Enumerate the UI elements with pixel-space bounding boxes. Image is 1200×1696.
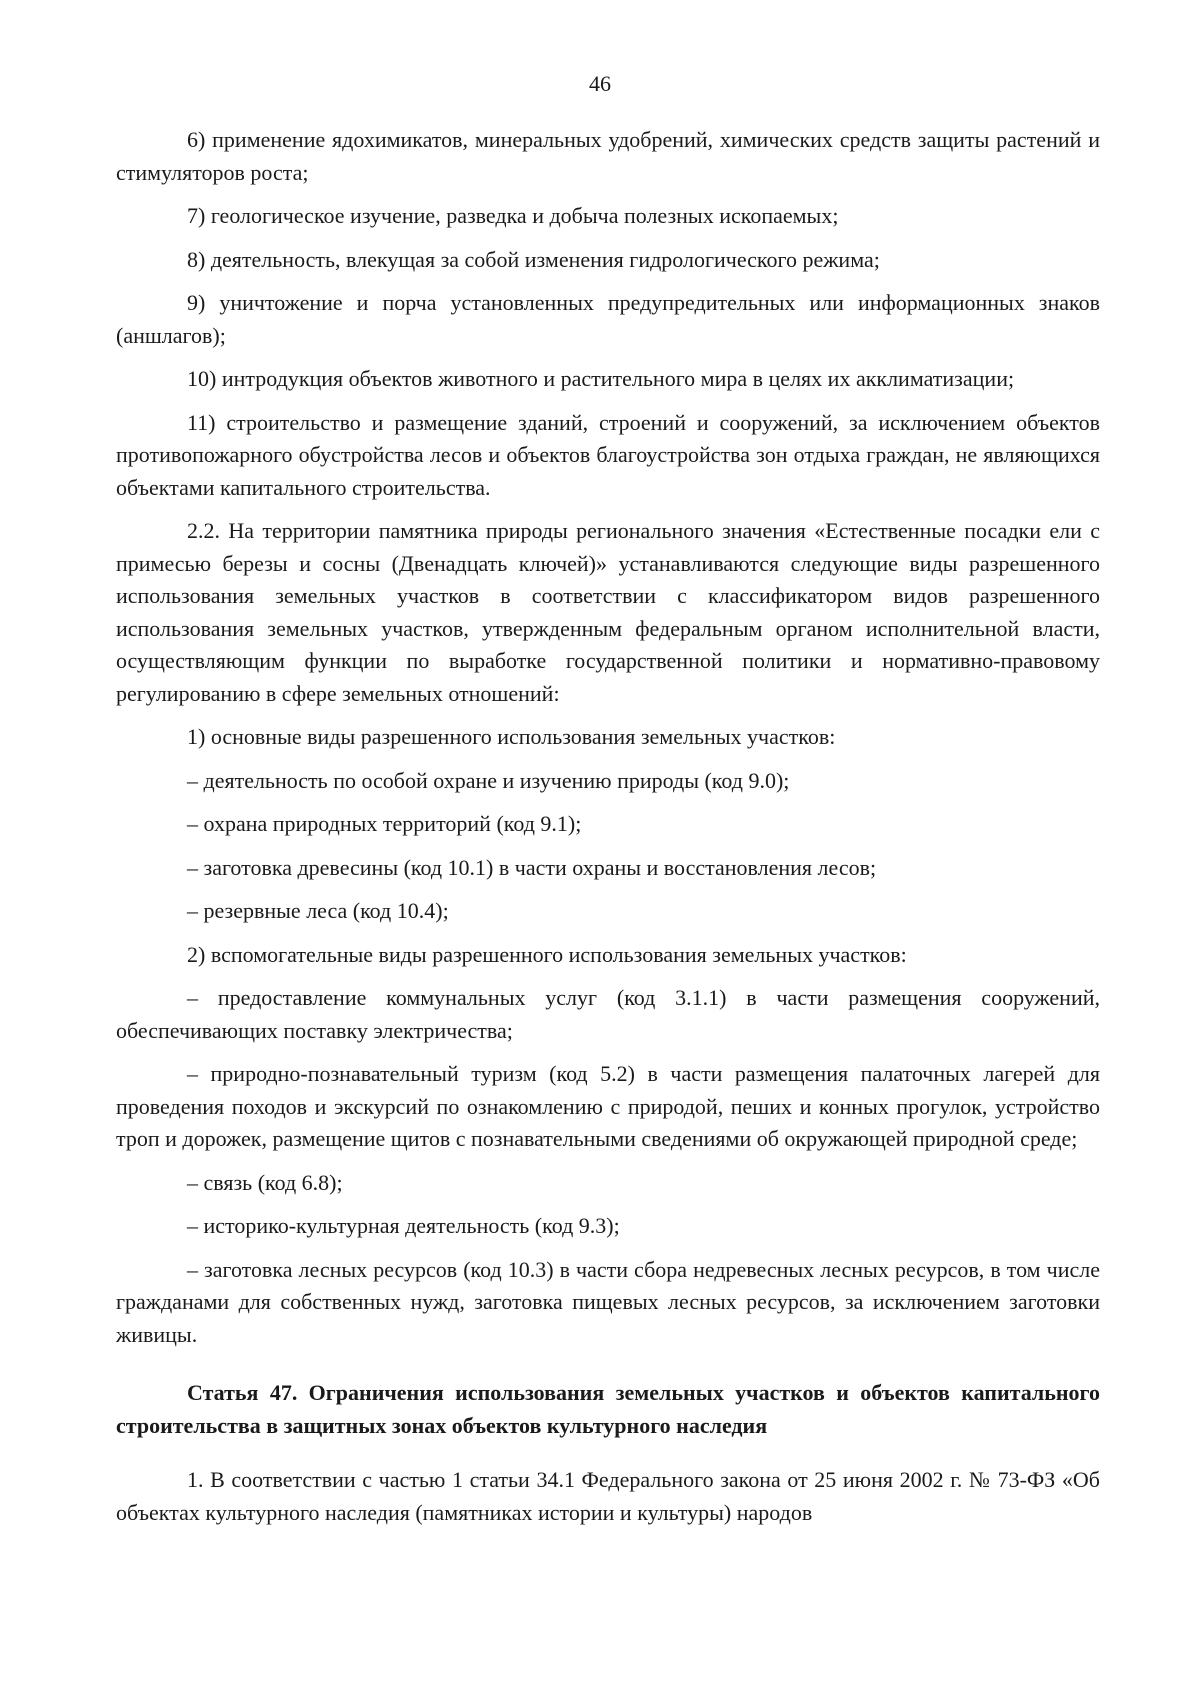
list-item-code-10-4: – резервные леса (код 10.4);: [187, 898, 449, 923]
article-47-heading: Статья 47. Ограничения использования земельных участков и объектов капитального строительства в защитных зонах объектов культурного наследия: [116, 1380, 1100, 1438]
paragraph-item-6: 6) применение ядохимикатов, минеральных удобрений, химических средств защиты растений и стимуляторов роста;: [116, 127, 1100, 185]
paragraph-item-11: 11) строительство и размещение зданий, строений и сооружений, за исключением объектов противопожарного обустройства лесов и объектов благоустройства зон отдыха граждан, не являющихся объектами капитального строительства.: [116, 409, 1100, 500]
paragraph-item-10: 10) интродукция объектов животного и растительного мира в целях их акклиматизации;: [187, 366, 1015, 391]
paragraph-item-8: 8) деятельность, влекущая за собой изменения гидрологического режима;: [187, 246, 880, 272]
list-item-code-10-3: – заготовка лесных ресурсов (код 10.3) в части сбора недревесных лесных ресурсов, в том числе гражданами для собственных нужд, заготовка пищевых лесных ресурсов, за исключением заготовки живицы.: [116, 1256, 1100, 1347]
list-item-code-10-1: – заготовка древесины (код 10.1) в части охраны и восстановления лесов;: [187, 854, 877, 880]
list-item-code-3-1-1: – предоставление коммунальных услуг (код 3.1.1) в части размещения сооружений, обеспечивающих поставку электричества;: [116, 985, 1100, 1043]
page-number: 46: [589, 71, 611, 96]
list-item-code-6-8: – связь (код 6.8);: [187, 1169, 343, 1195]
paragraph-main-uses-heading: 1) основные виды разрешенного использования земельных участков:: [187, 724, 836, 749]
document-body: [116, 124, 1100, 1540]
list-item-code-5-2: – природно-познавательный туризм (код 5.2) в части размещения палаточных лагерей для проведения походов и экскурсий по ознакомлению с природой, пеших и конных прогулок, устройство троп и дорожек, размещение щитов с познавательными сведениями об окружающей природной среде;: [116, 1061, 1100, 1151]
paragraph-item-9: 9) уничтожение и порча установленных предупредительных или информационных знаков (аншлагов);: [116, 290, 1100, 348]
paragraph-auxiliary-uses-heading: 2) вспомогательные виды разрешенного использования земельных участков:: [187, 941, 907, 967]
paragraph-article-47-item-1: 1. В соответствии с частью 1 статьи 34.1 Федерального закона от 25 июня 2002 г. № 73-ФЗ «Об объектах культурного наследия (памятниках истории и культуры) народов: [116, 1467, 1100, 1525]
list-item-code-9-1: – охрана природных территорий (код 9.1);: [187, 811, 582, 836]
list-item-code-9-0: – деятельность по особой охране и изучению природы (код 9.0);: [187, 767, 790, 793]
list-item-code-9-3: – историко-культурная деятельность (код 9.3);: [187, 1213, 620, 1238]
paragraph-section-2-2: 2.2. На территории памятника природы регионального значения «Естественные посадки ели с примесью березы и сосны (Двенадцать ключей)» устанавливаются следующие виды разрешенного использования земельных участков в соответствии с классификатором видов разрешенного использования земельных участков, утвержденным федеральным органом исполнительной власти, осуществляющим функции по выработке государственной политики и нормативно-правовому регулированию в сфере земельных отношений:: [116, 518, 1100, 706]
paragraph-item-7: 7) геологическое изучение, разведка и добыча полезных ископаемых;: [187, 203, 839, 228]
